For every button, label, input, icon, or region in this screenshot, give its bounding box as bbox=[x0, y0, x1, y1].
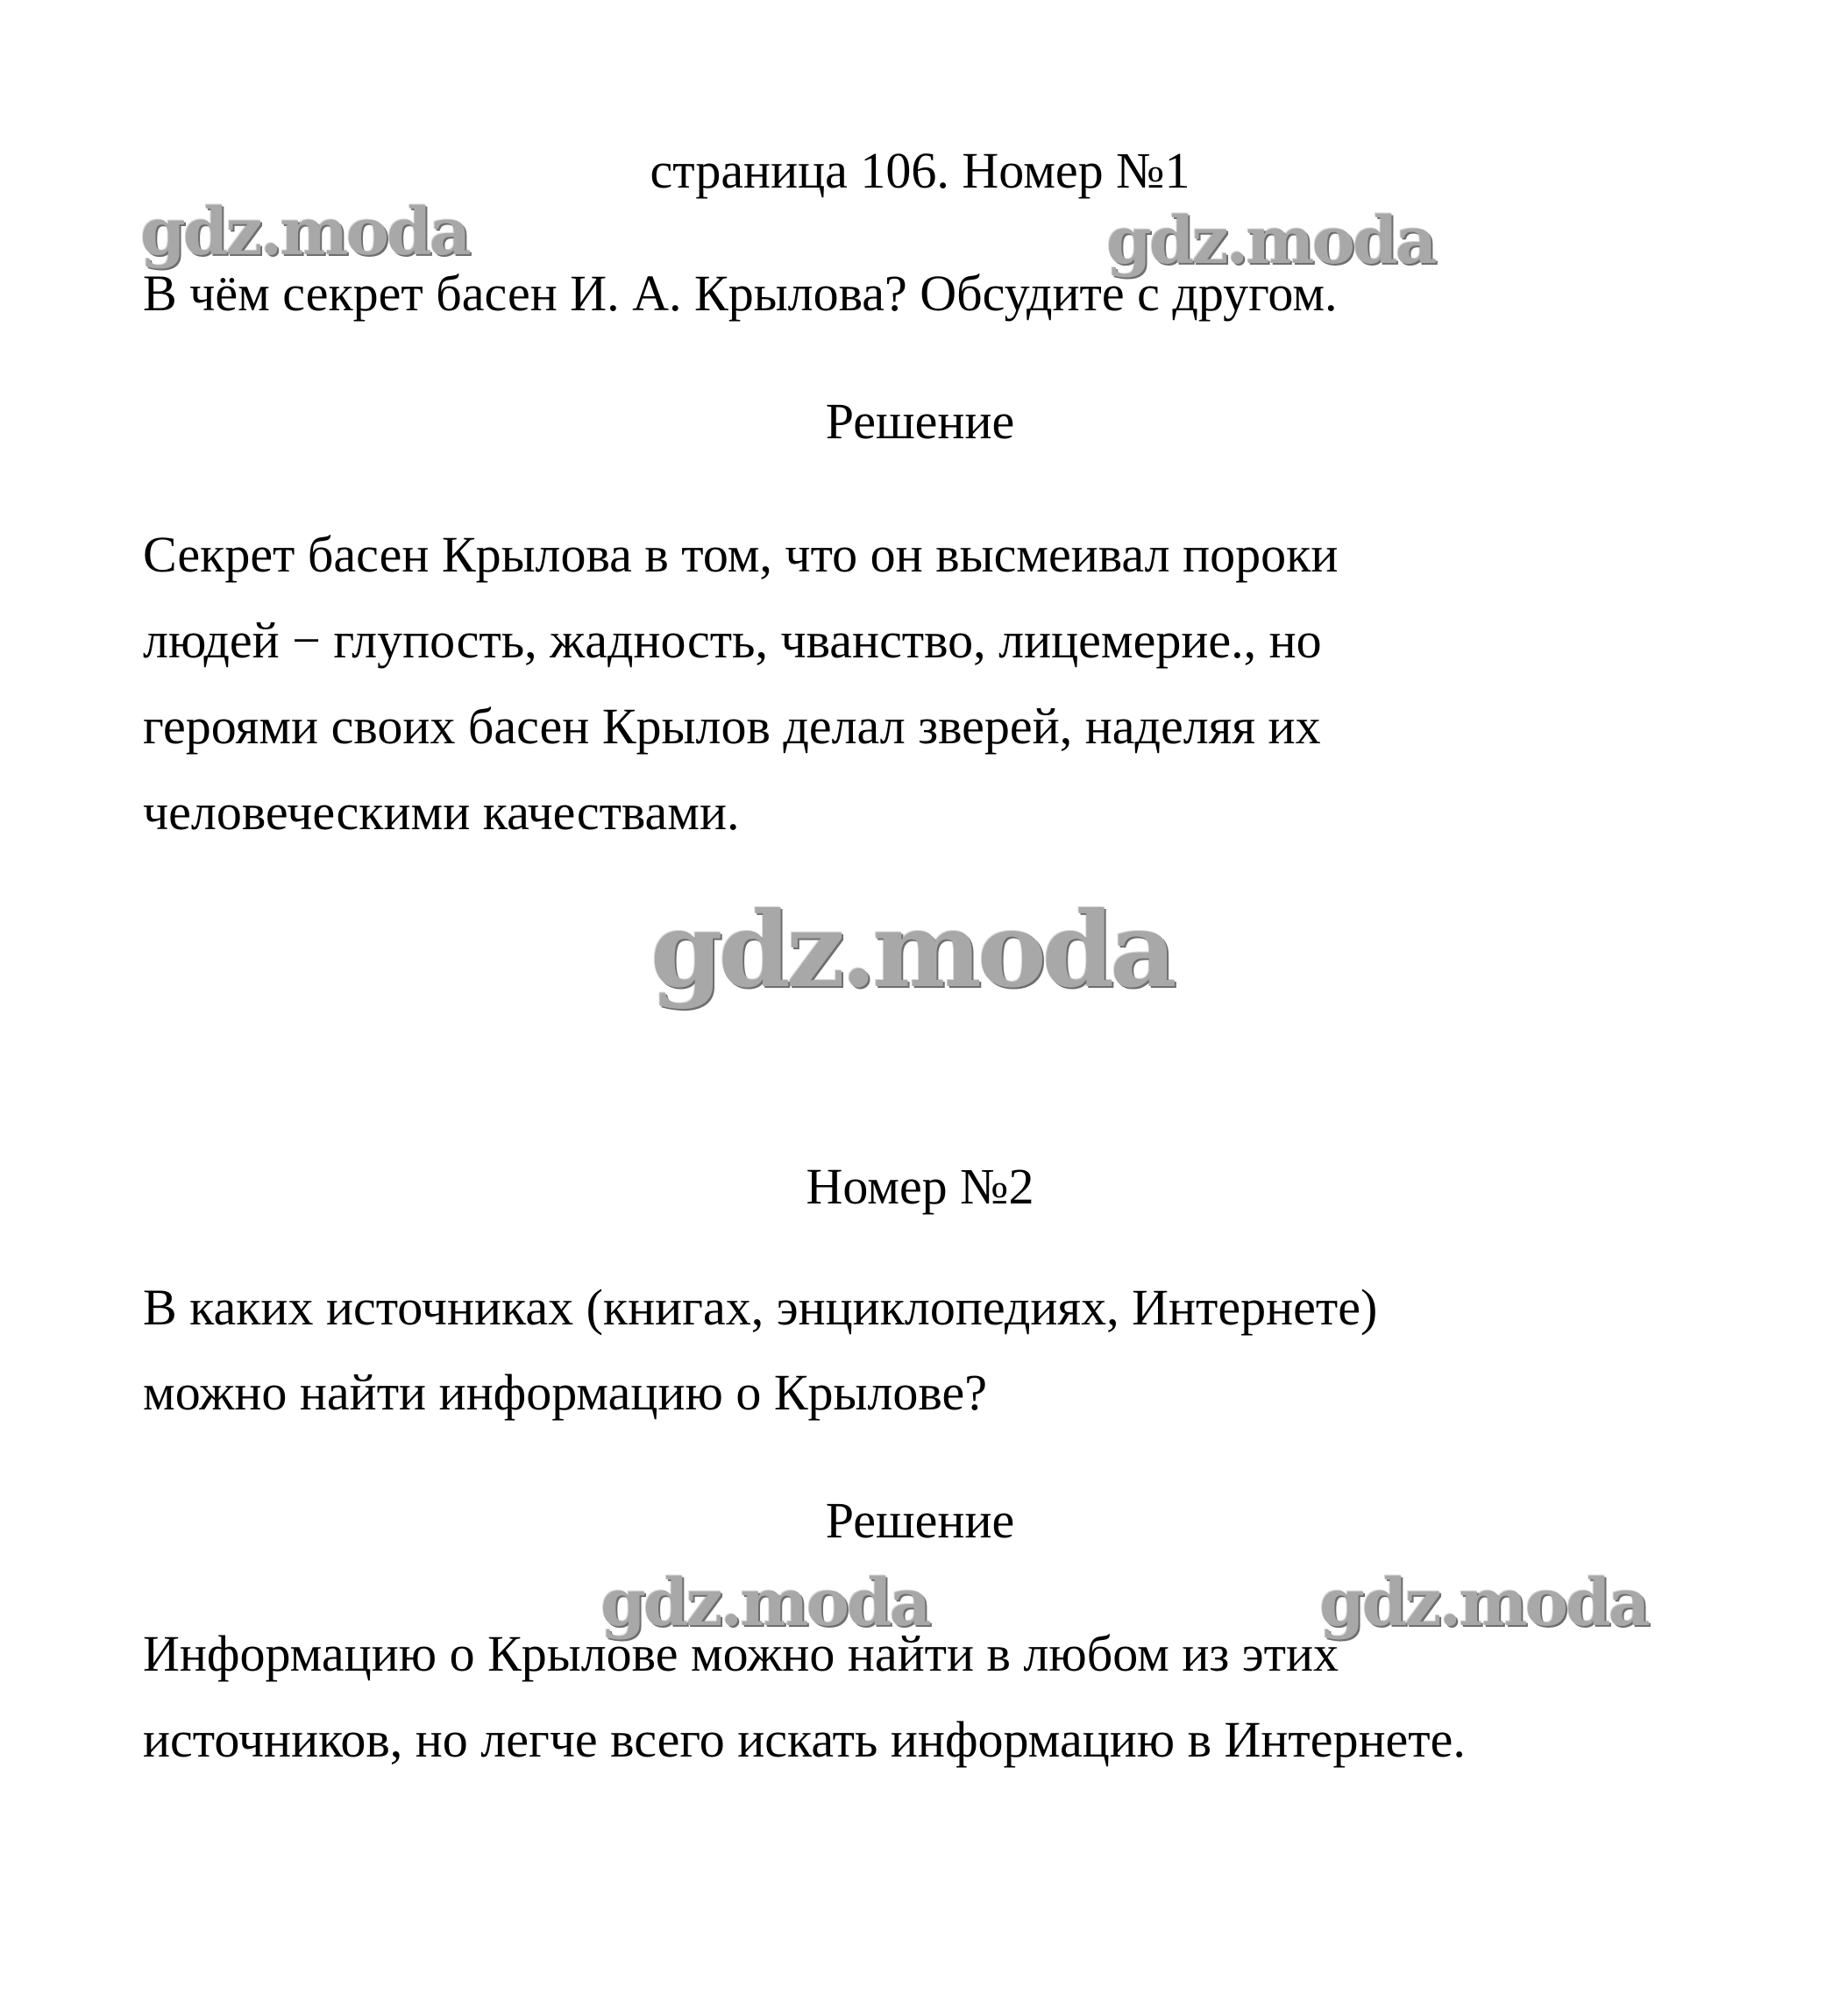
section2-header: Номер №2 bbox=[806, 1158, 1034, 1215]
watermark-logo: gdz.moda bbox=[140, 195, 469, 270]
section1-answer-line: героями своих басен Крылов делал зверей, наделяя их bbox=[143, 698, 1321, 755]
section1-header: страница 106. Номер №1 bbox=[650, 142, 1190, 199]
section2-question-line: можно найти информацию о Крылове? bbox=[143, 1364, 987, 1421]
watermark-logo: gdz.moda bbox=[1106, 203, 1435, 279]
watermark-logo: gdz.moda bbox=[1319, 1565, 1648, 1641]
watermark-logo: gdz.moda bbox=[650, 889, 1173, 1011]
section2-answer-line: Информацию о Крылове можно найти в любом из этих bbox=[143, 1625, 1339, 1682]
section2-question-line: В каких источниках (книгах, энциклопедиях, Интернете) bbox=[143, 1279, 1378, 1336]
section1-question: В чём секрет басен И. А. Крылова? Обсудите с другом. bbox=[143, 265, 1338, 322]
section2-answer-line: источников, но легче всего искать информацию в Интернете. bbox=[143, 1711, 1466, 1768]
section1-answer-line: людей − глупость, жадность, чванство, лицемерие., но bbox=[143, 612, 1322, 669]
section1-solution-label: Решение bbox=[825, 393, 1015, 450]
watermark-logo: gdz.moda bbox=[600, 1565, 929, 1641]
section2-solution-label: Решение bbox=[825, 1492, 1015, 1549]
section1-answer-line: Секрет басен Крылова в том, что он высмеивал пороки bbox=[143, 526, 1339, 583]
section1-answer-line: человеческими качествами. bbox=[143, 784, 740, 841]
